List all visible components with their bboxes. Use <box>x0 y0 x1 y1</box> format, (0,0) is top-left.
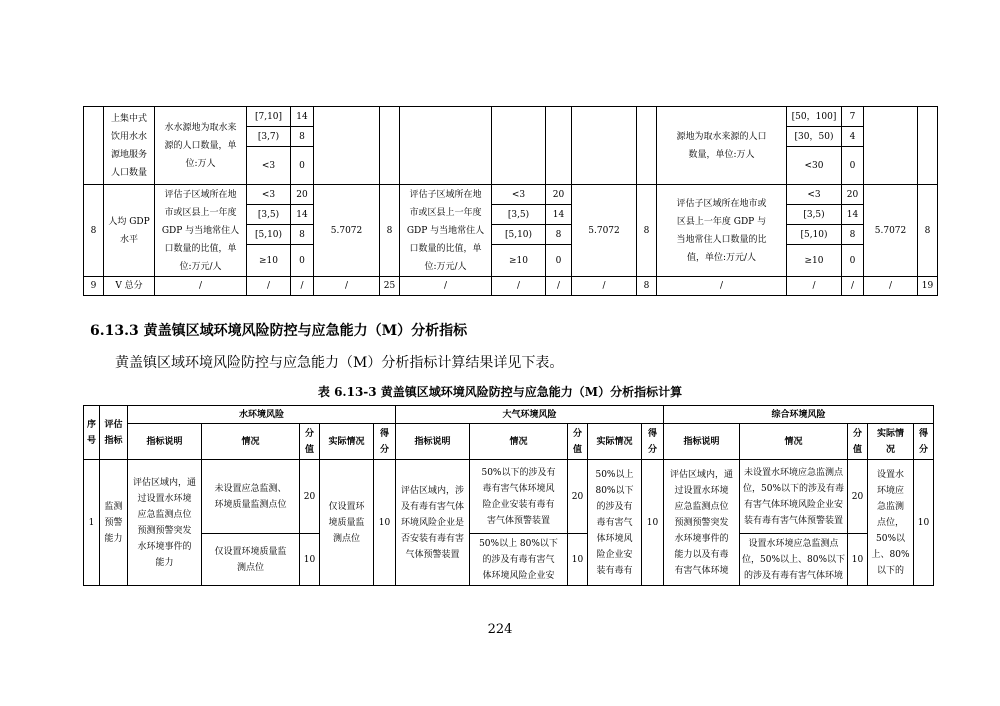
score-value: 8 <box>918 185 938 277</box>
points-cell: 14 <box>291 107 314 127</box>
comp-actual: 设置水 环境应 急监测 点位， 50%以 上、80% 以下的 <box>868 460 914 586</box>
points-cell: 7 <box>842 107 864 127</box>
comp-points: 10 <box>848 534 868 586</box>
header-seq: 序 号 <box>84 406 100 460</box>
slash-cell: / <box>155 277 247 296</box>
water-points: 20 <box>300 460 320 534</box>
slash-cell: / <box>492 277 546 296</box>
header-score: 得 分 <box>642 424 664 460</box>
range-cell: ≥10 <box>247 245 291 277</box>
header-desc: 指标说明 <box>664 424 740 460</box>
header-situation: 情况 <box>470 424 568 460</box>
cell-empty <box>314 107 380 185</box>
page-number: 224 <box>487 622 513 637</box>
water-desc: 评估区域内，通 过设置水环境 应急监测点位 预测预警突发 水环境事件的 能力 <box>128 460 202 586</box>
points-cell: 8 <box>291 127 314 147</box>
points-cell: 20 <box>842 185 864 205</box>
range-cell: [5,10) <box>787 225 842 245</box>
air-points: 20 <box>568 460 588 534</box>
water-points: 10 <box>300 534 320 586</box>
slash-cell: / <box>314 277 380 296</box>
actual-value: 5.7072 <box>572 185 637 277</box>
section-paragraph: 黄盖镇区域环境风险防控与应急能力（M）分析指标计算结果详见下表。 <box>115 355 564 371</box>
points-cell: 14 <box>291 205 314 225</box>
header-points: 分 值 <box>848 424 868 460</box>
cell-empty <box>400 107 492 185</box>
range-cell: [5,10) <box>247 225 291 245</box>
comp-situation: 未设置水环境应急监测点 位，50%以下的涉及有毒 有害气体环境风险企业安 装有毒有害气体预警装置 <box>740 460 848 534</box>
range-cell: <3 <box>247 147 291 185</box>
cell-empty <box>637 107 657 185</box>
range-cell: [3,5) <box>492 205 546 225</box>
range-cell: [30，50) <box>787 127 842 147</box>
points-cell: 20 <box>546 185 572 205</box>
header-comprehensive-risk: 综合环境风险 <box>664 406 934 424</box>
indicator-description: 水水源地为取水来 源的人口数量，单 位:万人 <box>155 107 247 185</box>
cell-empty <box>380 107 400 185</box>
row-number: 8 <box>84 185 104 277</box>
section-heading: 6.13.3 黄盖镇区域环境风险防控与应急能力（M）分析指标 <box>90 323 468 339</box>
slash-cell: / <box>657 277 787 296</box>
header-actual: 实际情况 <box>320 424 374 460</box>
slash-cell: / <box>400 277 492 296</box>
air-score: 10 <box>642 460 664 586</box>
cell-empty <box>546 107 572 185</box>
slash-cell: / <box>247 277 291 296</box>
indicator-name: 人均 GDP 水平 <box>104 185 155 277</box>
cell-empty <box>492 107 546 185</box>
water-situation: 未设置应急监测、 环境质量监测点位 <box>202 460 300 534</box>
range-cell: [5,10) <box>492 225 546 245</box>
header-actual: 实际情 况 <box>868 424 914 460</box>
row-number: 9 <box>84 277 104 296</box>
points-cell: 0 <box>291 147 314 185</box>
points-cell: 8 <box>842 225 864 245</box>
header-water-risk: 水环境风险 <box>128 406 396 424</box>
points-cell: 14 <box>842 205 864 225</box>
slash-cell: / <box>842 277 864 296</box>
comp-desc: 评估区域内，通 过设置水环境 应急监测点位 预测预警突发 水环境事件的 能力以及有毒 有害气体环境 <box>664 460 740 586</box>
air-points: 10 <box>568 534 588 586</box>
range-cell: [7,10] <box>247 107 291 127</box>
total-score: 8 <box>637 277 657 296</box>
slash-cell: / <box>291 277 314 296</box>
points-cell: 8 <box>546 225 572 245</box>
actual-value: 5.7072 <box>314 185 380 277</box>
indicator-name: V 总分 <box>104 277 155 296</box>
header-situation: 情况 <box>740 424 848 460</box>
points-cell: 0 <box>546 245 572 277</box>
range-cell: <30 <box>787 147 842 185</box>
points-cell: 8 <box>291 225 314 245</box>
slash-cell: / <box>864 277 918 296</box>
range-cell: ≥10 <box>492 245 546 277</box>
table-caption: 表 6.13-3 黄盖镇区域环境风险防控与应急能力（M）分析指标计算 <box>317 385 683 399</box>
slash-cell: / <box>572 277 637 296</box>
header-score: 得 分 <box>914 424 934 460</box>
cell-empty <box>918 107 938 185</box>
header-points: 分 值 <box>300 424 320 460</box>
points-cell: 0 <box>842 147 864 185</box>
indicator-description: 评估子区域所在地市或 区县上一年度 GDP 与 当地常住人口数量的比 值，单位:万元/人 <box>657 185 787 277</box>
header-actual: 实际情况 <box>588 424 642 460</box>
range-cell: <3 <box>247 185 291 205</box>
header-desc: 指标说明 <box>128 424 202 460</box>
header-score: 得 分 <box>374 424 396 460</box>
water-score: 10 <box>374 460 396 586</box>
range-cell: <3 <box>787 185 842 205</box>
points-cell: 4 <box>842 127 864 147</box>
air-situation: 50%以上 80%以下 的涉及有毒有害气 体环境风险企业安 <box>470 534 568 586</box>
air-situation: 50%以下的涉及有 毒有害气体环境风 险企业安装有毒有 害气体预警装置 <box>470 460 568 534</box>
indicator-name: 上集中式 饮用水水 源地服务 人口数量 <box>104 107 155 185</box>
air-desc: 评估区域内，涉 及有毒有害气体 环境风险企业是 否安装有毒有害 气体预警装置 <box>396 460 470 586</box>
header-desc: 指标说明 <box>396 424 470 460</box>
cell-empty <box>572 107 637 185</box>
slash-cell: / <box>546 277 572 296</box>
range-cell: [50，100] <box>787 107 842 127</box>
slash-cell: / <box>787 277 842 296</box>
indicator-name: 监测 预警 能力 <box>100 460 128 586</box>
water-actual: 仅设置环 境质量监 测点位 <box>320 460 374 586</box>
score-value: 8 <box>380 185 400 277</box>
points-cell: 0 <box>842 245 864 277</box>
header-air-risk: 大气环境风险 <box>396 406 664 424</box>
comp-situation: 设置水环境应急监测点 位，50%以上、80%以下 的涉及有毒有害气体环境 <box>740 534 848 586</box>
range-cell: ≥10 <box>787 245 842 277</box>
range-cell: <3 <box>492 185 546 205</box>
range-cell: [3,7) <box>247 127 291 147</box>
total-score: 25 <box>380 277 400 296</box>
emergency-capability-table <box>83 405 934 586</box>
indicator-description: 评估子区域所在地 市或区县上一年度 GDP 与当地常住人 口数量的比值，单 位:万元/人 <box>400 185 492 277</box>
header-indicator: 评估 指标 <box>100 406 128 460</box>
comp-score: 10 <box>914 460 934 586</box>
range-cell: [3,5) <box>787 205 842 225</box>
points-cell: 20 <box>291 185 314 205</box>
actual-value: 5.7072 <box>864 185 918 277</box>
cell-empty <box>84 107 104 185</box>
indicator-description: 评估子区域所在地 市或区县上一年度 GDP 与当地常住人 口数量的比值，单 位:万元/人 <box>155 185 247 277</box>
row-number: 1 <box>84 460 100 586</box>
indicator-table-continued <box>83 106 938 296</box>
total-score: 19 <box>918 277 938 296</box>
indicator-description: 源地为取水来源的人口 数量，单位:万人 <box>657 107 787 185</box>
cell-empty <box>864 107 918 185</box>
range-cell: [3,5) <box>247 205 291 225</box>
water-situation: 仅设置环境质量监 测点位 <box>202 534 300 586</box>
air-actual: 50%以上 80%以下 的涉及有 毒有害气 体环境风 险企业安 装有毒有 <box>588 460 642 586</box>
points-cell: 0 <box>291 245 314 277</box>
header-situation: 情况 <box>202 424 300 460</box>
comp-points: 20 <box>848 460 868 534</box>
points-cell: 14 <box>546 205 572 225</box>
header-points: 分 值 <box>568 424 588 460</box>
score-value: 8 <box>637 185 657 277</box>
